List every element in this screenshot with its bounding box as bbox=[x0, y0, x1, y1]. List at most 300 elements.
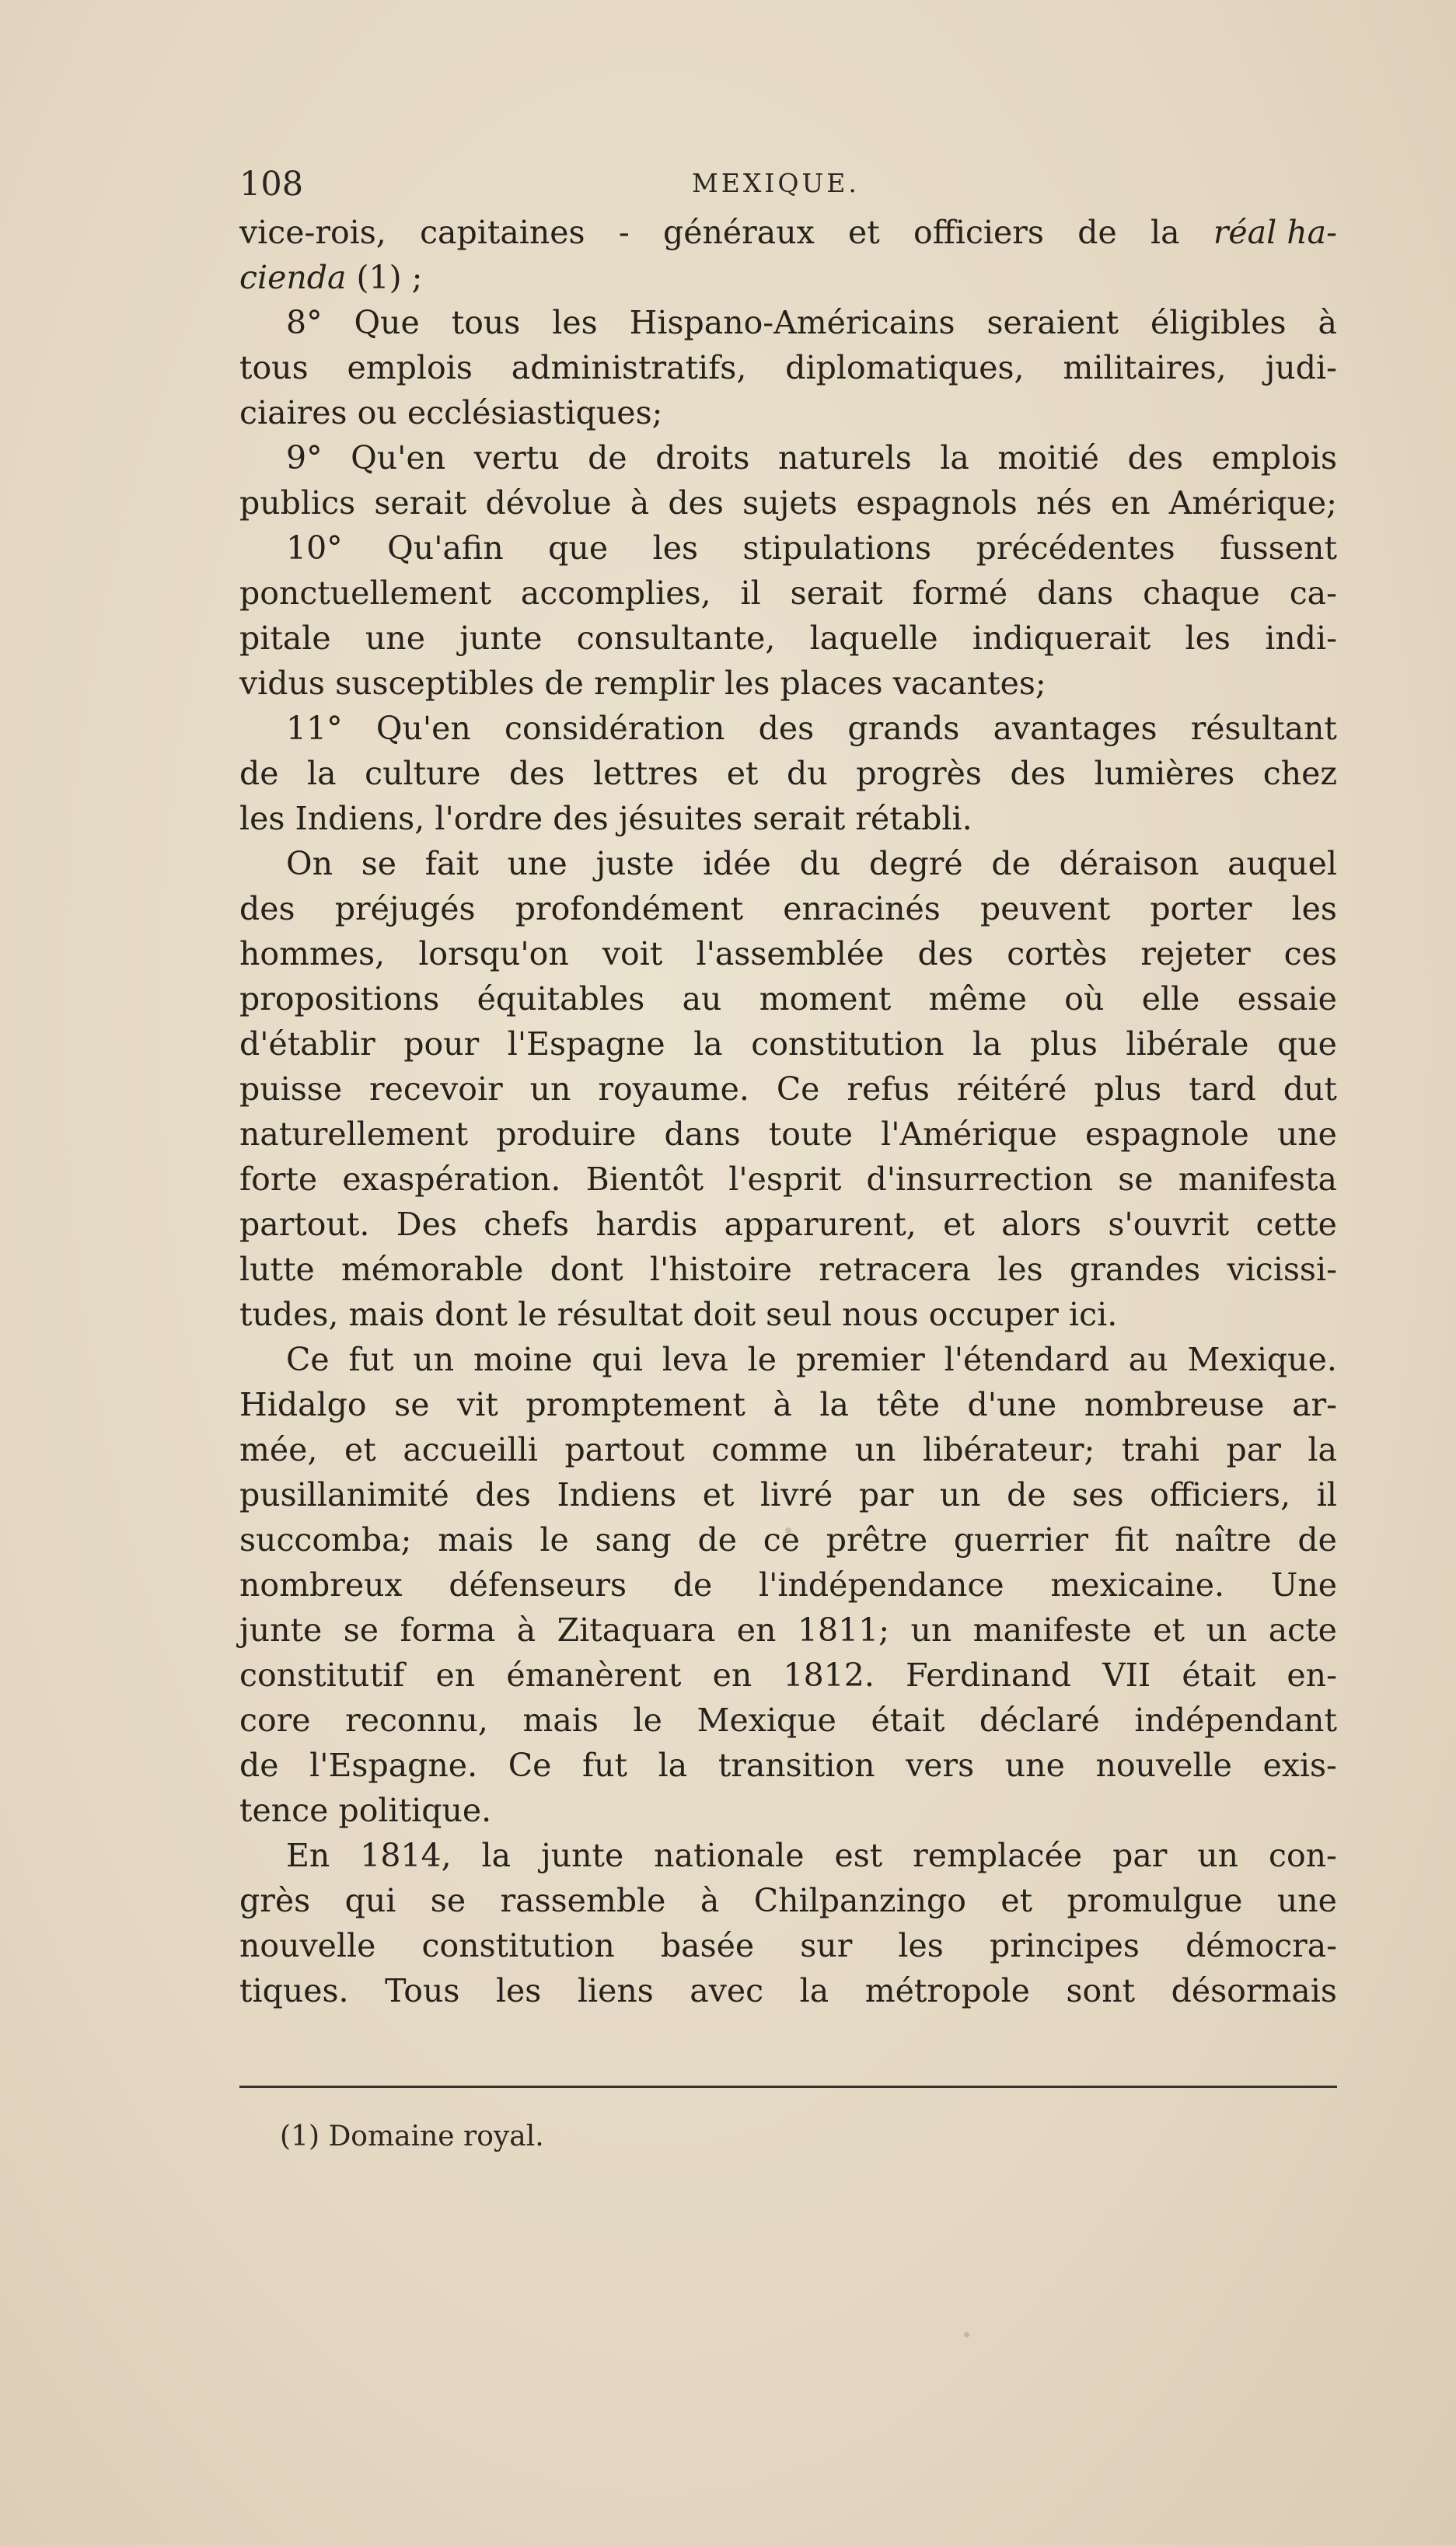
text-line bbox=[239, 796, 1337, 841]
text-line bbox=[239, 1562, 1337, 1608]
word: partout. bbox=[239, 1206, 370, 1243]
word: est bbox=[834, 1837, 883, 1874]
word: démocra- bbox=[1185, 1927, 1337, 1964]
text-line bbox=[239, 1923, 1337, 1968]
word: les bbox=[898, 1927, 944, 1964]
word: l'esprit bbox=[728, 1161, 842, 1198]
word: rétabli. bbox=[855, 800, 972, 837]
word: 1811; bbox=[797, 1611, 890, 1649]
word: consultante, bbox=[576, 620, 776, 657]
word: tous bbox=[239, 349, 309, 386]
word: lutte bbox=[239, 1251, 315, 1288]
text-line bbox=[239, 616, 1337, 661]
word: la bbox=[1308, 1431, 1337, 1468]
word: les bbox=[1185, 620, 1231, 657]
page-header bbox=[239, 165, 1337, 211]
word: leva bbox=[662, 1341, 728, 1378]
word: une bbox=[1004, 1747, 1065, 1784]
word: Qu'en bbox=[351, 439, 446, 477]
word: et bbox=[1153, 1611, 1185, 1649]
word: succomba; bbox=[239, 1521, 412, 1559]
word: l'ordre bbox=[435, 800, 543, 837]
word: de bbox=[1297, 1521, 1337, 1559]
footnote-rule bbox=[239, 2086, 1337, 2088]
word: lettres bbox=[593, 755, 699, 792]
text-line bbox=[239, 1382, 1337, 1427]
word: sont bbox=[1066, 1972, 1136, 2009]
word: emplois bbox=[347, 349, 473, 386]
word: moment bbox=[759, 980, 892, 1018]
word: de bbox=[697, 1521, 737, 1559]
word: des bbox=[917, 935, 974, 972]
word: au bbox=[1128, 1341, 1168, 1378]
word: Mexique. bbox=[1187, 1341, 1337, 1378]
word: rejeter bbox=[1140, 935, 1251, 972]
word: tard bbox=[1189, 1070, 1256, 1108]
word: ponctuellement bbox=[239, 574, 491, 612]
text-line bbox=[239, 480, 1337, 525]
word: emplois bbox=[1211, 439, 1337, 477]
word: éligibles bbox=[1150, 304, 1287, 341]
text-line bbox=[239, 1653, 1337, 1698]
word: des bbox=[668, 484, 724, 522]
word: que bbox=[1277, 1025, 1337, 1063]
word: qui bbox=[344, 1882, 396, 1919]
word: exis- bbox=[1262, 1747, 1337, 1784]
word: constitution bbox=[751, 1025, 944, 1063]
word: Ferdinand bbox=[906, 1657, 1071, 1694]
word: se bbox=[343, 1611, 379, 1649]
word: équitables bbox=[477, 980, 645, 1018]
word: voit bbox=[602, 935, 663, 972]
word: naturels bbox=[777, 439, 912, 477]
text-line bbox=[239, 976, 1337, 1021]
word: s'ouvrit bbox=[1108, 1206, 1230, 1243]
word: Hidalgo bbox=[239, 1386, 367, 1423]
word: livré bbox=[760, 1476, 833, 1513]
word: exaspération. bbox=[342, 1161, 561, 1198]
word: guerrier bbox=[953, 1521, 1088, 1559]
word: nationale bbox=[654, 1837, 805, 1874]
word: accomplies, bbox=[520, 574, 711, 612]
word: des bbox=[1010, 755, 1067, 792]
word: d'établir bbox=[239, 1025, 375, 1063]
word: de bbox=[991, 845, 1031, 882]
word: 9° bbox=[286, 439, 323, 477]
word: tête bbox=[876, 1386, 940, 1423]
word: dans bbox=[664, 1115, 741, 1153]
word: remplir bbox=[594, 665, 714, 702]
word: espagnole bbox=[1085, 1115, 1249, 1153]
text-line bbox=[239, 706, 1337, 751]
word: du bbox=[799, 845, 841, 882]
word: la bbox=[658, 1747, 688, 1784]
word: chez bbox=[1262, 755, 1337, 792]
word: tous bbox=[451, 304, 521, 341]
word: pusillanimité bbox=[239, 1476, 449, 1513]
word: le bbox=[539, 1521, 569, 1559]
text-line bbox=[239, 1067, 1337, 1112]
word: toute bbox=[768, 1115, 854, 1153]
word: Une bbox=[1270, 1566, 1337, 1604]
word: con- bbox=[1269, 1837, 1337, 1874]
word: déraison bbox=[1059, 845, 1199, 882]
word: résultat bbox=[557, 1296, 683, 1333]
word: prêtre bbox=[826, 1521, 928, 1559]
text-line bbox=[239, 1968, 1337, 2013]
word: déclaré bbox=[979, 1702, 1100, 1739]
word: reconnu, bbox=[345, 1702, 488, 1739]
word: une bbox=[365, 620, 425, 657]
word: les bbox=[652, 529, 699, 567]
word: considération bbox=[505, 710, 725, 747]
text-line bbox=[239, 1157, 1337, 1202]
word: était bbox=[871, 1702, 945, 1739]
word: alors bbox=[1001, 1206, 1082, 1243]
word: des bbox=[758, 710, 815, 747]
word: l'étendard bbox=[944, 1341, 1109, 1378]
word: fut bbox=[348, 1341, 394, 1378]
word: dont bbox=[435, 1296, 508, 1333]
word: comme bbox=[711, 1431, 829, 1468]
word: la bbox=[1150, 214, 1180, 251]
word: serait bbox=[790, 574, 883, 612]
word: vit bbox=[457, 1386, 498, 1423]
word: rassemble bbox=[500, 1882, 666, 1919]
word: 10° bbox=[286, 529, 343, 567]
word: qui bbox=[592, 1341, 643, 1378]
word: ar- bbox=[1292, 1386, 1337, 1423]
word: Zitaquara bbox=[557, 1611, 716, 1649]
word: tudes, bbox=[239, 1296, 339, 1333]
word: manifesta bbox=[1178, 1161, 1337, 1198]
word: officiers, bbox=[1150, 1476, 1291, 1513]
word: constitutif bbox=[239, 1657, 405, 1694]
word: de bbox=[588, 439, 627, 477]
word: de bbox=[672, 1566, 713, 1604]
word: les bbox=[495, 1972, 542, 2009]
text-line bbox=[239, 931, 1337, 976]
word: royaume. bbox=[598, 1070, 749, 1108]
word: indi- bbox=[1265, 620, 1337, 657]
word: était bbox=[1182, 1657, 1256, 1694]
word: vertu bbox=[473, 439, 560, 477]
word: fut bbox=[581, 1747, 627, 1784]
word: publics bbox=[239, 484, 356, 522]
word: au bbox=[682, 980, 722, 1018]
word: partout bbox=[564, 1431, 685, 1468]
word: un bbox=[529, 1070, 571, 1108]
text-line bbox=[239, 300, 1337, 345]
word: de bbox=[1077, 214, 1117, 251]
word: mée, bbox=[239, 1431, 318, 1468]
word: plus bbox=[1030, 1025, 1098, 1063]
word: et bbox=[848, 214, 880, 251]
word: mais bbox=[522, 1702, 599, 1739]
word: 8° bbox=[286, 304, 323, 341]
text-line bbox=[239, 1517, 1337, 1562]
word: elle bbox=[1141, 980, 1200, 1018]
word: que bbox=[548, 529, 609, 567]
word: core bbox=[239, 1702, 311, 1739]
word: doit bbox=[693, 1296, 756, 1333]
text-line bbox=[239, 661, 1337, 706]
word: mexicaine. bbox=[1050, 1566, 1225, 1604]
word: capitaines bbox=[420, 214, 585, 251]
text-line bbox=[239, 255, 1337, 300]
word: l'histoire bbox=[649, 1251, 792, 1288]
word: sur bbox=[800, 1927, 853, 1964]
word: Indiens, bbox=[295, 800, 425, 837]
italic-word: réal ha- bbox=[1213, 214, 1337, 251]
word: chefs bbox=[484, 1206, 570, 1243]
text-line bbox=[239, 751, 1337, 796]
word: junte bbox=[459, 620, 543, 657]
word: porter bbox=[1150, 890, 1252, 927]
word: promptement bbox=[525, 1386, 745, 1423]
word: l'Amérique bbox=[881, 1115, 1057, 1153]
text-line bbox=[239, 1292, 1337, 1337]
word: mais bbox=[438, 1521, 514, 1559]
word: avantages bbox=[993, 710, 1157, 747]
word: un bbox=[413, 1341, 455, 1378]
word: avec bbox=[690, 1972, 764, 2009]
word: fussent bbox=[1220, 529, 1337, 567]
text-line bbox=[239, 1112, 1337, 1157]
word: enracinés bbox=[783, 890, 941, 927]
word: le bbox=[747, 1341, 777, 1378]
word: une bbox=[1276, 1882, 1337, 1919]
text-line bbox=[239, 886, 1337, 931]
word: VII bbox=[1102, 1657, 1151, 1694]
word: à bbox=[1318, 304, 1337, 341]
word: acte bbox=[1268, 1611, 1337, 1649]
word: lorsqu'on bbox=[418, 935, 569, 972]
word: une bbox=[1276, 1115, 1337, 1153]
word: formé bbox=[912, 574, 1008, 612]
word: essaie bbox=[1237, 980, 1337, 1018]
word: l'Espagne. bbox=[309, 1747, 478, 1784]
word: il bbox=[1316, 1476, 1337, 1513]
word: puisse bbox=[239, 1070, 343, 1108]
word: mémorable bbox=[341, 1251, 524, 1288]
word: même bbox=[928, 980, 1027, 1018]
word: à bbox=[630, 484, 650, 522]
word: l'Espagne bbox=[507, 1025, 665, 1063]
word: Mexique bbox=[697, 1702, 836, 1739]
word: moine bbox=[473, 1341, 573, 1378]
word: la bbox=[940, 439, 969, 477]
word: administratifs, bbox=[511, 349, 747, 386]
word: hardis bbox=[595, 1206, 698, 1243]
word: en- bbox=[1287, 1657, 1337, 1694]
text-line bbox=[239, 1878, 1337, 1923]
word: ou bbox=[357, 394, 397, 431]
word: dont bbox=[550, 1251, 623, 1288]
word: se bbox=[430, 1882, 466, 1919]
word: promulgue bbox=[1067, 1882, 1243, 1919]
word: - bbox=[618, 214, 630, 251]
word: (1) ; bbox=[356, 259, 423, 296]
word: indiquerait bbox=[972, 620, 1151, 657]
word: Qu'en bbox=[375, 710, 471, 747]
word: des bbox=[475, 1476, 531, 1513]
word: plus bbox=[1094, 1070, 1162, 1108]
word: la bbox=[481, 1837, 512, 1874]
word: liens bbox=[577, 1972, 654, 2009]
word: réitéré bbox=[956, 1070, 1067, 1108]
word: 1814, bbox=[360, 1837, 452, 1874]
word: le bbox=[633, 1702, 662, 1739]
word: 11° bbox=[286, 710, 343, 747]
text-line bbox=[239, 1021, 1337, 1067]
word: transition bbox=[718, 1747, 875, 1784]
word: fait bbox=[424, 845, 479, 882]
word: grands bbox=[847, 710, 960, 747]
text-line bbox=[239, 1608, 1337, 1653]
text-line bbox=[239, 1247, 1337, 1292]
word: à bbox=[516, 1611, 536, 1649]
word: peuvent bbox=[979, 890, 1111, 927]
word: grandes bbox=[1069, 1251, 1201, 1288]
word: degré bbox=[869, 845, 963, 882]
word: du bbox=[787, 755, 828, 792]
word: ici. bbox=[1069, 1296, 1118, 1333]
word: résultant bbox=[1190, 710, 1337, 747]
word: se bbox=[394, 1386, 430, 1423]
word: sang bbox=[595, 1521, 672, 1559]
text-line bbox=[239, 210, 1337, 255]
word: en bbox=[435, 1657, 476, 1694]
word: apparurent, bbox=[724, 1206, 917, 1243]
word: des bbox=[1127, 439, 1184, 477]
word: cortès bbox=[1007, 935, 1108, 972]
word: lumières bbox=[1094, 755, 1235, 792]
word: occuper bbox=[928, 1296, 1059, 1333]
word: laquelle bbox=[809, 620, 938, 657]
word: dévolue bbox=[485, 484, 612, 522]
word: ce bbox=[763, 1521, 800, 1559]
word: basée bbox=[660, 1927, 755, 1964]
word: par bbox=[1226, 1431, 1281, 1468]
word: Ce bbox=[508, 1747, 552, 1784]
word: junte bbox=[541, 1837, 624, 1874]
word: de bbox=[239, 755, 279, 792]
text-line bbox=[239, 1202, 1337, 1247]
text-line bbox=[239, 1743, 1337, 1788]
word: nous bbox=[842, 1296, 919, 1333]
word: en bbox=[736, 1611, 777, 1649]
word: un bbox=[939, 1476, 981, 1513]
word: stipulations bbox=[742, 529, 932, 567]
word: la bbox=[799, 1972, 829, 2009]
word: défenseurs bbox=[449, 1566, 627, 1604]
word: junte bbox=[239, 1611, 323, 1649]
word: forte bbox=[239, 1161, 318, 1198]
word: d'insurrection bbox=[866, 1161, 1094, 1198]
word: profondément bbox=[515, 890, 744, 927]
word: moitié bbox=[997, 439, 1099, 477]
word: jésuites bbox=[618, 800, 743, 837]
word: d'une bbox=[967, 1386, 1057, 1423]
word: à bbox=[700, 1882, 720, 1919]
word: nés bbox=[1035, 484, 1092, 522]
word: Ce bbox=[286, 1341, 330, 1378]
text-line bbox=[239, 1337, 1337, 1382]
word: Tous bbox=[385, 1972, 460, 2009]
word: les bbox=[552, 304, 598, 341]
word: libérateur; bbox=[923, 1431, 1095, 1468]
word: droits bbox=[655, 439, 750, 477]
running-title: MEXIQUE. bbox=[692, 168, 860, 198]
word: Ce bbox=[776, 1070, 820, 1108]
word: vicissi- bbox=[1227, 1251, 1337, 1288]
word: ca- bbox=[1289, 574, 1337, 612]
word: vice-rois, bbox=[239, 214, 386, 251]
word: une bbox=[507, 845, 567, 882]
word: hommes, bbox=[239, 935, 386, 972]
word: les bbox=[724, 665, 770, 702]
word: métropole bbox=[864, 1972, 1030, 2009]
text-line bbox=[239, 435, 1337, 480]
word: premier bbox=[795, 1341, 925, 1378]
word: des bbox=[553, 800, 609, 837]
word: serait bbox=[374, 484, 467, 522]
word: grès bbox=[239, 1882, 311, 1919]
word: il bbox=[740, 574, 761, 612]
paper-foxing-spot bbox=[964, 2332, 969, 2337]
word: la bbox=[693, 1025, 723, 1063]
word: constitution bbox=[421, 1927, 615, 1964]
word: susceptibles bbox=[335, 665, 535, 702]
word: naturellement bbox=[239, 1115, 469, 1153]
word: On bbox=[286, 845, 333, 882]
word: 1812. bbox=[783, 1657, 875, 1694]
word: progrès bbox=[856, 755, 982, 792]
word: politique. bbox=[338, 1792, 492, 1829]
text-line bbox=[239, 525, 1337, 571]
word: l'indépendance bbox=[759, 1566, 1004, 1604]
word: vidus bbox=[239, 665, 325, 702]
word: la bbox=[972, 1025, 1002, 1063]
word: mais bbox=[348, 1296, 425, 1333]
text-line bbox=[239, 1427, 1337, 1472]
text-line bbox=[239, 1833, 1337, 1878]
word: sujets bbox=[742, 484, 838, 522]
word: accueilli bbox=[403, 1431, 538, 1468]
word: se bbox=[361, 845, 397, 882]
word: principes bbox=[989, 1927, 1140, 1964]
text-line bbox=[239, 1698, 1337, 1743]
word: un bbox=[910, 1611, 952, 1649]
word: refus bbox=[847, 1070, 930, 1108]
word: diplomatiques, bbox=[785, 349, 1025, 386]
word: les bbox=[1291, 890, 1337, 927]
word: produire bbox=[496, 1115, 637, 1153]
word: et bbox=[726, 755, 759, 792]
word: de bbox=[239, 1747, 279, 1784]
word: tence bbox=[239, 1792, 329, 1829]
word: émanèrent bbox=[506, 1657, 682, 1694]
word: ciaires bbox=[239, 394, 347, 431]
word: Des bbox=[396, 1206, 457, 1243]
word: dut bbox=[1283, 1070, 1337, 1108]
word: trahi bbox=[1121, 1431, 1199, 1468]
word: un bbox=[1197, 1837, 1239, 1874]
word: nombreuse bbox=[1084, 1386, 1265, 1423]
word: en bbox=[712, 1657, 752, 1694]
word: le bbox=[518, 1296, 547, 1333]
